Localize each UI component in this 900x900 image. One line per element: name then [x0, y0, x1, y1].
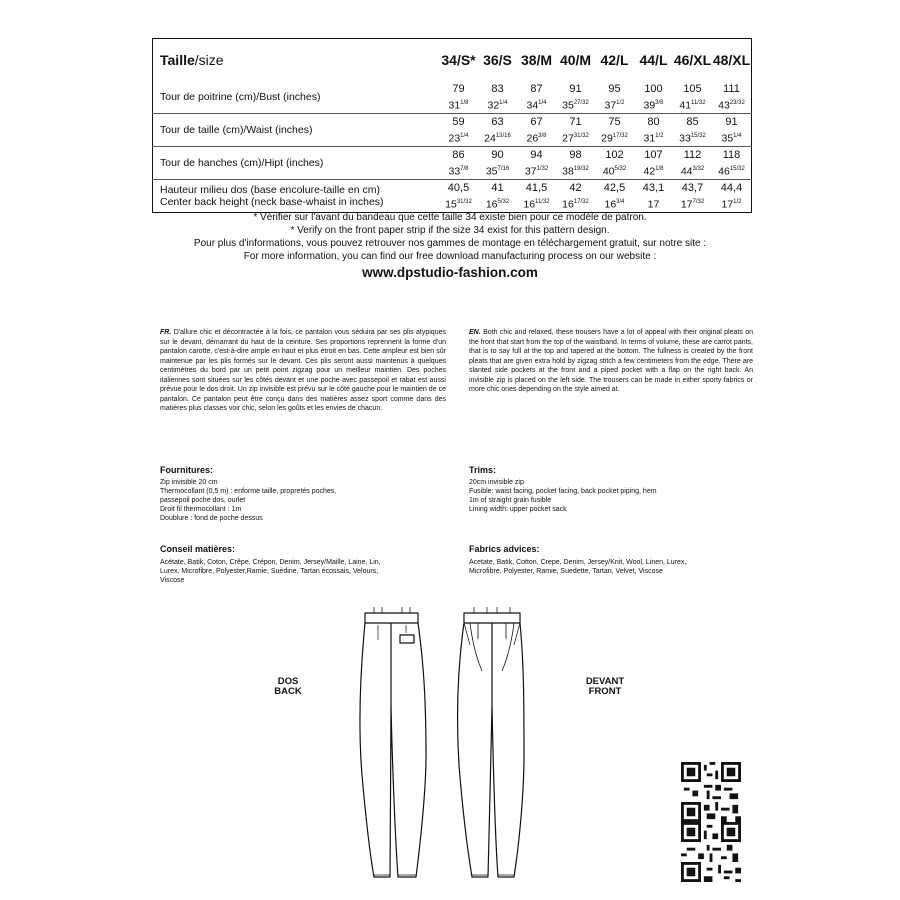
measurement-cell: 87 $34^{1/4}$ [517, 81, 556, 114]
measurement-row [153, 81, 752, 114]
measurement-row [153, 114, 752, 147]
size-header: 34/S* [441, 52, 476, 68]
measurement-row [153, 180, 752, 213]
note-fr: * Vérifier sur l'avant du bandeau que cette taille 34 existe bien pour ce modèle de patron. [253, 212, 647, 223]
measurement-cell: 43,7 $17^{7/32}$ [680, 181, 705, 211]
measurement-cell: 91 $35^{27/32}$ [556, 81, 595, 114]
measurement-cell: 102 $40^{5/32}$ [595, 147, 634, 180]
measurement-label: Tour de poitrine (cm)/Bust (inches) [153, 81, 440, 114]
measurement-cell: 86 $33^{7/8}$ [439, 147, 478, 180]
size-table [152, 38, 752, 213]
note-en: * Verify on the front paper strip if the size 34 exist for this pattern design. [290, 225, 610, 236]
measurement-cell: 59 $23^{1/4}$ [439, 114, 478, 147]
description-en: EN. Both chic and relaxed, these trousers have a lot of appeal with their original pleats on the front that start from the top of the waistband. In terms of volume, these are carrot pants, that is to say full at the top and tapered at the bottom. The fullness is created by the front pleats that are given extra hold by zigzag stitch a few centimeters from the edge. There are slanted side pockets at the front and a piped pocket with a flap on the right back. An invisible zip is placed on the left side. The trousers can be made in either sporty fabrics or more chic ones depending on the style aimed at. [469, 329, 754, 393]
website-link[interactable]: www.dpstudio-fashion.com [362, 265, 538, 280]
supplies-en-list: 20cm invisible zip Fusible: waist facing, pocket facing, back pocket piping, hem 1m of straight grain fusible Lining width: upper pocket sack [469, 479, 657, 513]
measurement-cell: 112 $44^{3/32}$ [673, 147, 712, 180]
measurement-label: Hauteur milieu dos (base encolure-taille en cm) Center back height (neck base-whaist in inches) [160, 184, 384, 208]
measurement-cell: 91 $35^{1/4}$ [712, 114, 752, 147]
trousers-back-illustration [340, 605, 440, 890]
measurement-label: Tour de hanches (cm)/Hipt (inches) [153, 147, 440, 180]
measurement-cell: 107 $42^{1/8}$ [634, 147, 673, 180]
size-header-label: Taille/size [160, 52, 224, 68]
measurement-cell: 94 $37^{1/32}$ [517, 147, 556, 180]
info-fr: Pour plus d'informations, vous pouvez retrouver nos gammes de montage en téléchargement gratuit, sur notre site : [193, 238, 707, 249]
supplies-en-title: Trims: [469, 465, 497, 475]
measurement-cell: 41 $16^{5/32}$ [485, 181, 510, 211]
qr-code-icon[interactable] [681, 762, 741, 822]
size-header: 36/S [483, 52, 512, 68]
measurement-cell: 75 $29^{17/32}$ [595, 114, 634, 147]
info-en: For more information, you can find our free download manufacturing process on our website : [243, 251, 657, 262]
measurement-cell: 83 $32^{1/4}$ [478, 81, 517, 114]
size-header: 42/L [600, 52, 629, 68]
fabrics-en-list: Acetate, Batik, Cotton, Crepe, Denim, Jersey/Knit, Wool, Linen, Lurex, Microfibre, Polyester, Ramie, Suedette, Tartan, Velvet, Viscose [469, 559, 687, 575]
supplies-fr-title: Fournitures: [160, 465, 213, 475]
measurement-cell: 40,5 $15^{31/32}$ [445, 181, 472, 211]
fabrics-fr-title: Conseil matières: [160, 544, 236, 554]
back-view-label: DOS BACK [274, 676, 302, 697]
measurement-cell: 71 $27^{31/32}$ [556, 114, 595, 147]
measurement-cell: 90 $35^{7/16}$ [478, 147, 517, 180]
measurement-cell: 67 $26^{3/8}$ [517, 114, 556, 147]
qr-code-icon[interactable] [681, 822, 741, 882]
size-header: 44/L [639, 52, 668, 68]
measurement-cell: 80 $31^{1/2}$ [634, 114, 673, 147]
measurement-cell: 85 $33^{15/32}$ [673, 114, 712, 147]
measurement-cell: 105 $41^{11/32}$ [673, 81, 712, 114]
measurement-cell: 41,5 $16^{11/32}$ [523, 181, 550, 211]
measurement-cell: 98 $38^{19/32}$ [556, 147, 595, 180]
description-fr: FR. D'allure chic et décontractée à la fois, ce pantalon vous séduira par ses plis atypiques sur le devant, démarrant du haut de la ceinture. Ses proportions reprennent la forme d'un pantalon carotte, c'est-à-dire ample en haut et plus étroit en bas. Cette ampleur est bien sûr maintenue par les plis formés sur le devant. Ces plis seront aussi maintenus à quelques centimètres du bord par un petit point zigzag pour un meilleur maintien. Des poches italiennes sont situées sur les côtés devant et une poche avec passepoil et rabat est aussi prévue pour le dos droit. Un zip invisible est prévu sur le côté gauche pour le maintien de ce pantalon. Ce pantalon peut être conçu dans des matières assez sport comme dans des matières plus classes voir chic, selon les goûts et les envies de chacun. [160, 329, 446, 412]
size-header: 38/M [520, 52, 553, 68]
size-note [150, 211, 750, 263]
measurement-cell: 118 $46^{15/32}$ [712, 147, 752, 180]
measurement-cell: 42 $16^{17/32}$ [562, 181, 589, 211]
front-view-label: DEVANT FRONT [585, 676, 625, 697]
measurement-cell: 44,4 $17^{1/2}$ [720, 181, 743, 211]
fabrics-en-title: Fabrics advices: [469, 544, 540, 554]
measurement-cell: 79 $31^{1/8}$ [439, 81, 478, 114]
measurement-cell: 43,1 17 [642, 181, 665, 211]
measurement-row [153, 147, 752, 180]
measurement-cell: 100 $39^{3/8}$ [634, 81, 673, 114]
fabrics-fr-list: Acétate, Batik, Coton, Crêpe, Crépon, Denim, Jersey/Maille, Laine, Lin, Lurex, Microfibre, Polyester,Ramie, Suèdine, Tartan écossais, Velours, Viscose [160, 559, 381, 584]
size-header-row [153, 39, 752, 82]
size-header: 48/XL [712, 52, 751, 68]
size-header: 46/XL [673, 52, 712, 68]
measurement-cell: 111 $43^{23/32}$ [712, 81, 752, 114]
measurement-cell: 95 $37^{1/2}$ [595, 81, 634, 114]
trousers-front-illustration [442, 605, 542, 890]
measurement-cell: 63 $24^{13/16}$ [478, 114, 517, 147]
supplies-fr-list: Zip invisible 20 cm Thermocollant (0,5 m) : enforme taille, propretés poches, passepoil poche dos, ourlet Droit fil thermocollant : 1m Doublure : fond de poche dessus [160, 479, 337, 522]
measurement-cell: 42,5 $16^{3/4}$ [603, 181, 626, 211]
size-header: 40/M [559, 52, 592, 68]
measurement-label: Tour de taille (cm)/Waist (inches) [153, 114, 440, 147]
